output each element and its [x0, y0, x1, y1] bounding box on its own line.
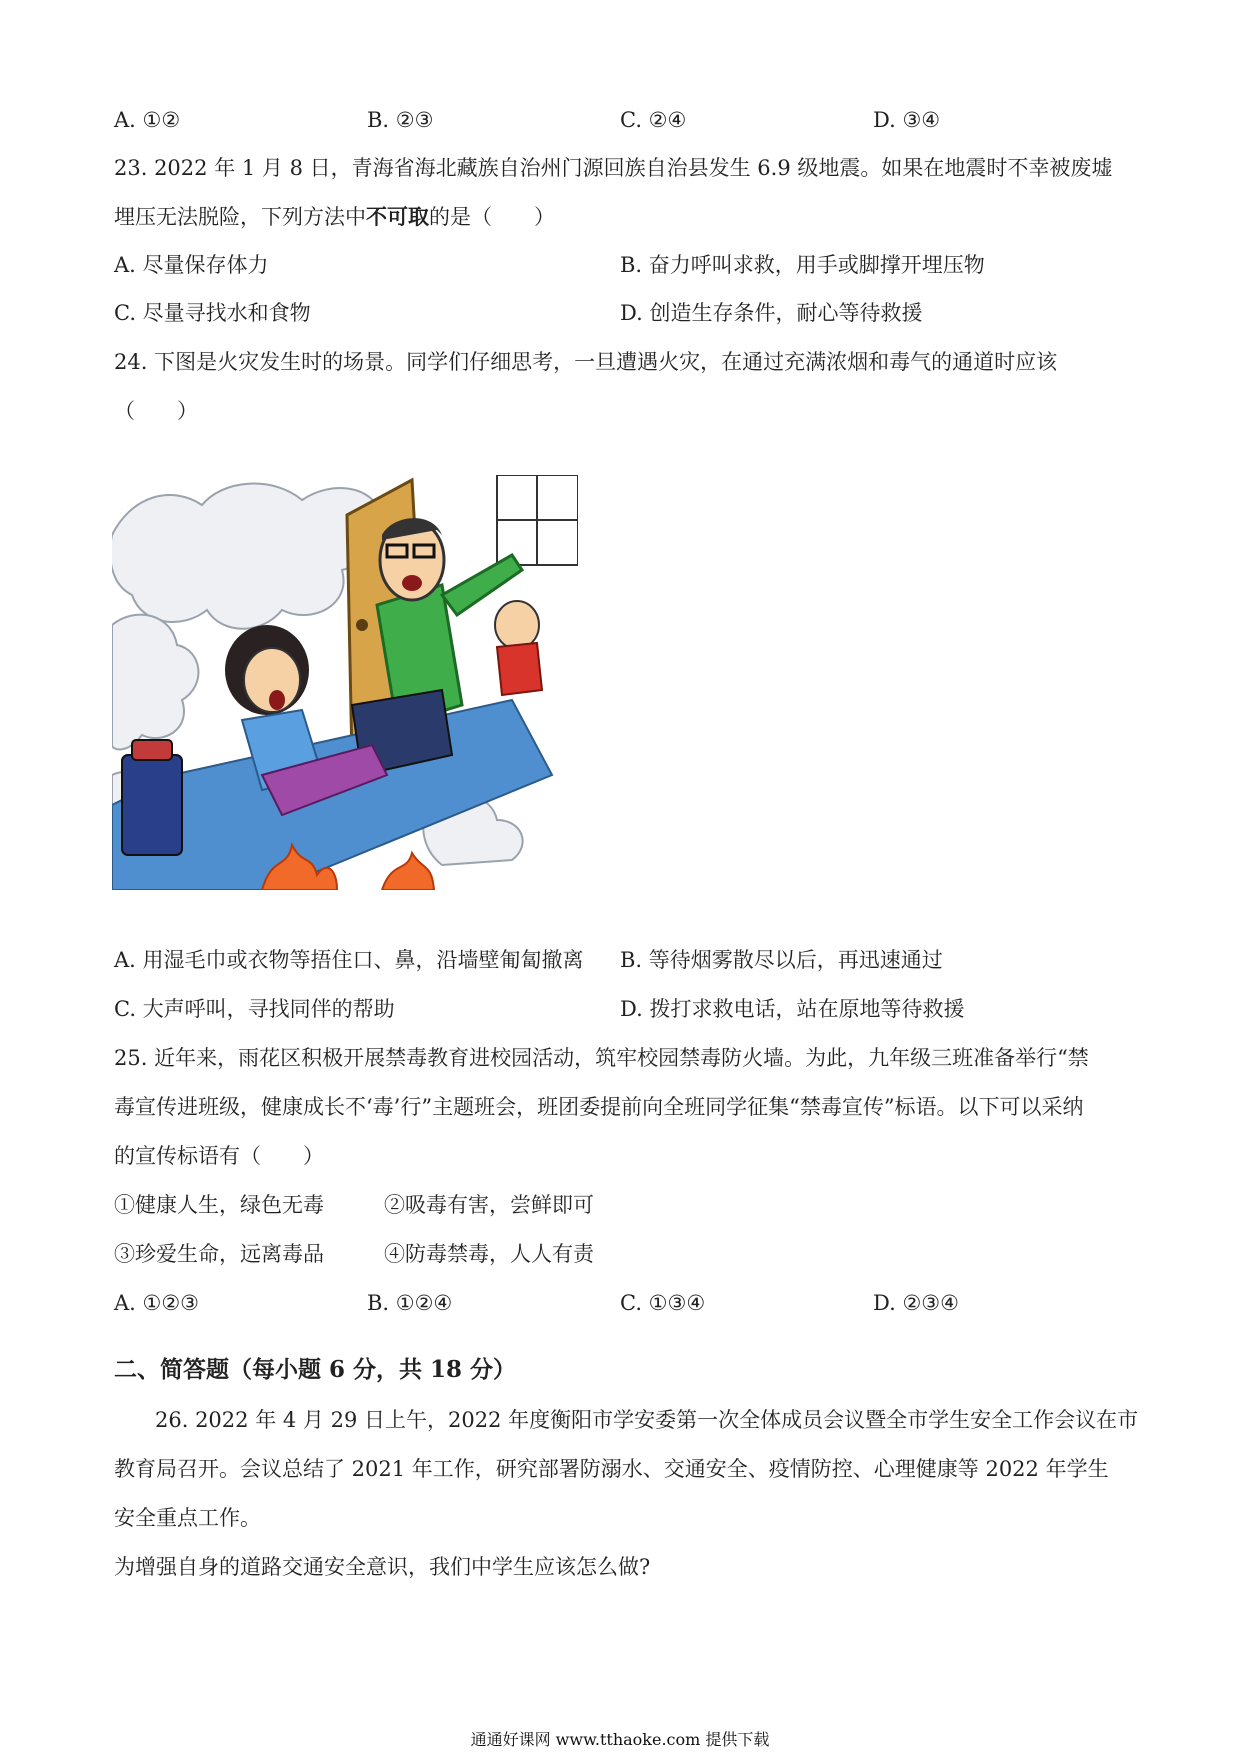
q23-stem-line1: 23. 2022 年 1 月 8 日，青海省海北藏族自治州门源回族自治县发生 6.9 级地震。如果在地震时不幸被废墟	[114, 156, 1113, 180]
q23-stem-post: 的是（ ）	[429, 205, 555, 229]
q23-stem-pre: 埋压无法脱险，下列方法中	[114, 205, 366, 229]
q25-option-d: D. ②③④	[873, 1291, 959, 1315]
q23-option-b: B. 奋力呼叫求救，用手或脚撑开埋压物	[620, 253, 985, 277]
q23-option-c: C. 尽量寻找水和食物	[114, 301, 311, 325]
q24-option-d: D. 拨打求救电话，站在原地等待救援	[620, 997, 965, 1021]
q25-stem-line2: 毒宣传进班级，健康成长不‘毒’行”主题班会，班团委提前向全班同学征集“禁毒宣传”标语。以下可以采纳	[114, 1095, 1084, 1119]
q25-option-b: B. ①②④	[367, 1291, 453, 1315]
q25-item-1: ①健康人生，绿色无毒	[114, 1193, 324, 1217]
q23-option-d: D. 创造生存条件，耐心等待救援	[620, 301, 923, 325]
q23-stem-emphasis: 不可取	[366, 204, 429, 229]
q25-item-2: ②吸毒有害，尝鲜即可	[384, 1193, 594, 1217]
q25-stem-line1: 25. 近年来，雨花区积极开展禁毒教育进校园活动，筑牢校园禁毒防火墙。为此，九年级三班准备举行“禁	[114, 1046, 1089, 1070]
q23-stem-line2	[114, 202, 555, 232]
q26-question: 为增强自身的道路交通安全意识，我们中学生应该怎么做?	[114, 1555, 651, 1579]
q24-option-a: A. 用湿毛巾或衣物等捂住口、鼻，沿墙壁匍匐撤离	[114, 948, 584, 972]
q25-item-3: ③珍爱生命，远离毒品	[114, 1242, 324, 1266]
section-heading: 二、简答题（每小题 6 分，共 18 分）	[114, 1356, 517, 1383]
q22-option-c: C. ②④	[620, 108, 687, 132]
q26-stem-line2: 教育局召开。会议总结了 2021 年工作，研究部署防溺水、交通安全、疫情防控、心理健康等 2022 年学生	[114, 1457, 1109, 1481]
q25-stem-line3: 的宣传标语有（ ）	[114, 1144, 324, 1168]
q22-option-b: B. ②③	[367, 108, 434, 132]
q22-option-a: A. ①②	[114, 108, 181, 132]
q24-stem-line1: 24. 下图是火灾发生时的场景。同学们仔细思考，一旦遭遇火灾，在通过充满浓烟和毒气的通道时应该	[114, 350, 1058, 374]
fire-scene-illustration	[112, 475, 578, 890]
q24-option-b: B. 等待烟雾散尽以后，再迅速通过	[620, 948, 943, 972]
q23-option-a: A. 尽量保存体力	[114, 253, 269, 277]
page-footer: 通通好课网 www.tthaoke.com 提供下载	[470, 1730, 770, 1749]
q25-option-a: A. ①②③	[114, 1291, 199, 1315]
q24-stem-line2: （ ）	[114, 399, 198, 423]
q22-option-d: D. ③④	[873, 108, 941, 132]
q26-stem-line1: 26. 2022 年 4 月 29 日上午，2022 年度衡阳市学安委第一次全体成员会议暨全市学生安全工作会议在市	[155, 1408, 1139, 1432]
q24-option-c: C. 大声呼叫，寻找同伴的帮助	[114, 997, 395, 1021]
q25-option-c: C. ①③④	[620, 1291, 706, 1315]
q25-item-4: ④防毒禁毒，人人有责	[384, 1242, 594, 1266]
q26-stem-line3: 安全重点工作。	[114, 1506, 261, 1530]
